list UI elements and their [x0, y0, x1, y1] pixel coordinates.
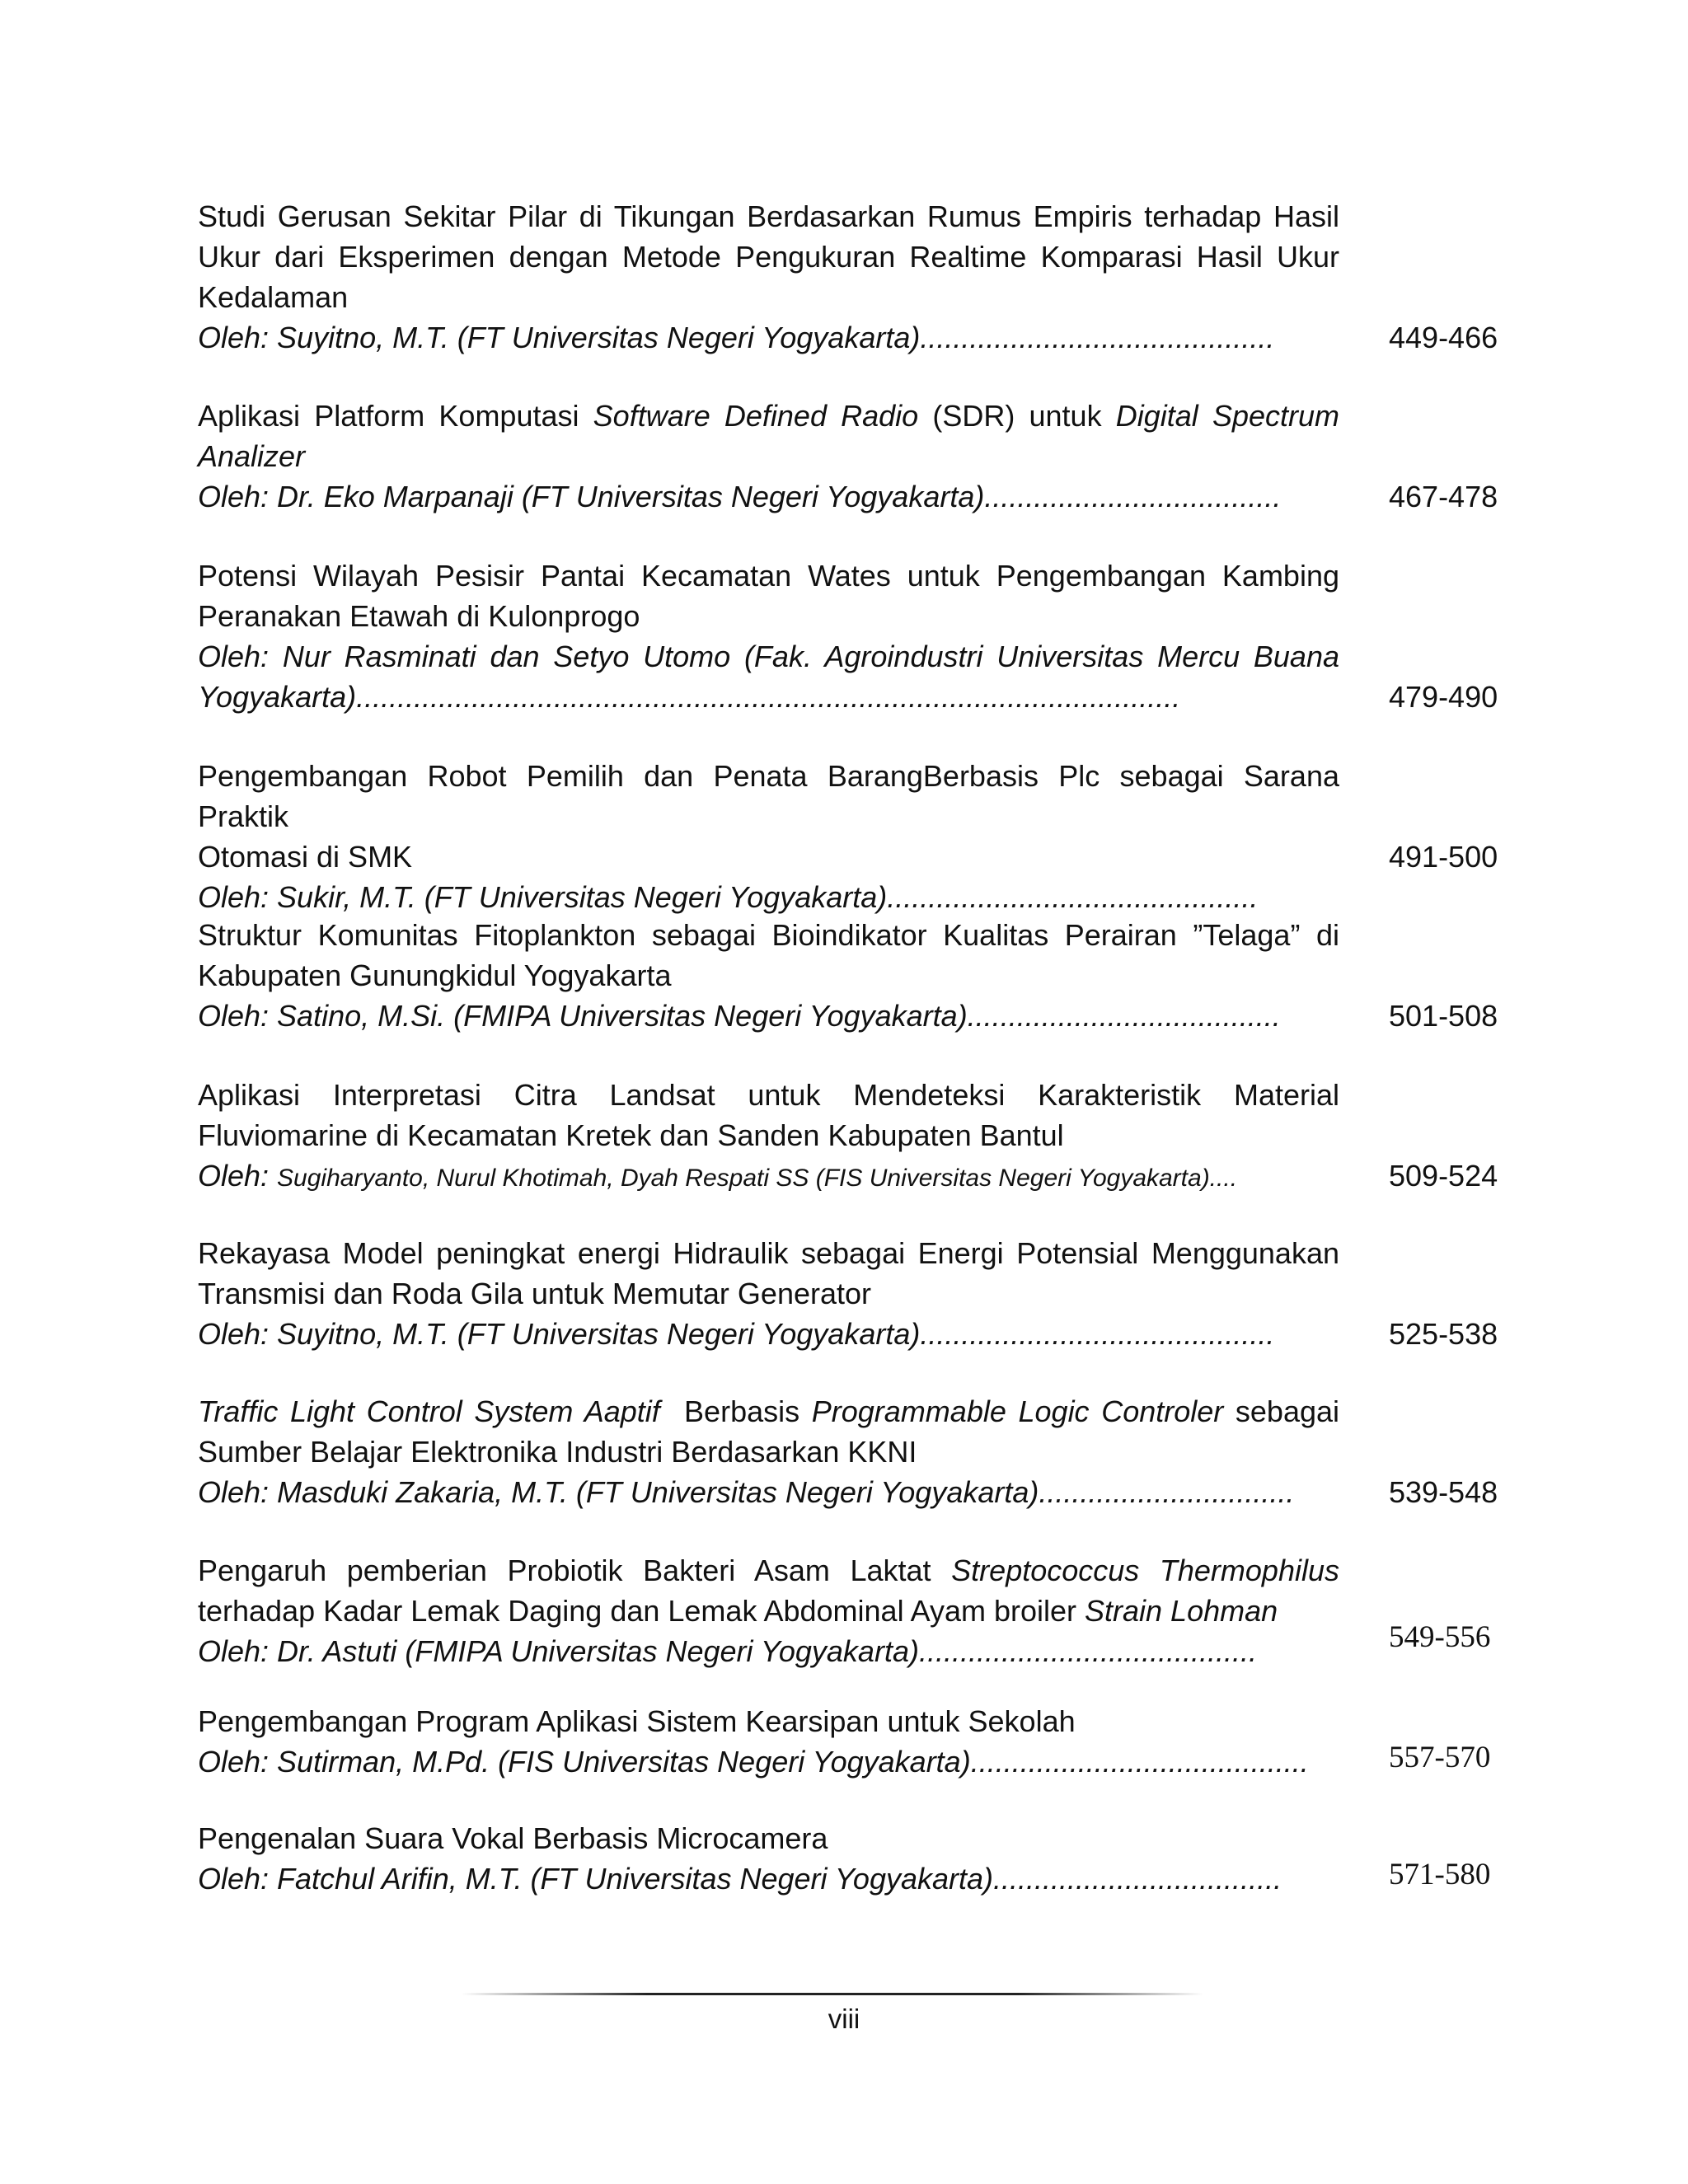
- entry-title: [198, 1701, 1339, 1741]
- title-line: Transmisi dan Roda Gila untuk Memutar Generator: [198, 1277, 872, 1310]
- entry-author: Oleh: Sukir, M.T. (FT Universitas Negeri Yogyakarta).............................................: [198, 880, 1259, 914]
- toc-entry: [198, 196, 1339, 358]
- entry-title: [198, 915, 1339, 996]
- title-line: Sumber Belajar Elektronika Industri Berdasarkan KKNI: [198, 1435, 917, 1469]
- title-line: Fluviomarine di Kecamatan Kretek dan Sanden Kabupaten Bantul: [198, 1118, 1064, 1152]
- title-segment: (SDR) untuk: [918, 399, 1116, 433]
- author-line: Oleh: Nur Rasminati dan Setyo Utomo (Fak. Agroindustri Universitas Mercu Buana: [198, 640, 1339, 673]
- toc-entry: [198, 1075, 1339, 1198]
- entry-page-range: 549-556: [1389, 1620, 1491, 1654]
- title-line: Pengenalan Suara Vokal Berbasis Microcamera: [198, 1821, 828, 1855]
- entry-title: [198, 756, 1339, 877]
- title-line: [198, 1550, 1339, 1591]
- page-number: viii: [828, 2004, 860, 2034]
- title-line: [198, 1391, 1339, 1432]
- title-line: Peranakan Etawah di Kulonprogo: [198, 599, 640, 633]
- title-line: Potensi Wilayah Pesisir Pantai Kecamatan Wates untuk Pengembangan Kambing: [198, 559, 1339, 593]
- toc-entry: [198, 915, 1339, 1036]
- title-segment-italic: Digital Spectrum: [1115, 399, 1340, 433]
- title-line: Kabupaten Gunungkidul Yogyakarta: [198, 958, 672, 992]
- entry-title: [198, 555, 1339, 636]
- entry-page-range: 491-500: [1389, 840, 1498, 874]
- footer-divider: [462, 1993, 1203, 1995]
- title-line: Pengembangan Program Aplikasi Sistem Kearsipan untuk Sekolah: [198, 1704, 1076, 1738]
- author-names: Sugiharyanto, Nurul Khotimah, Dyah Respati SS (FIS Universitas Negeri Yogyakarta)....: [277, 1165, 1238, 1192]
- title-line: Rekayasa Model peningkat energi Hidraulik sebagai Energi Potensial Menggunakan: [198, 1236, 1339, 1270]
- title-line: Studi Gerusan Sekitar Pilar di Tikungan Berdasarkan Rumus Empiris terhadap Hasil: [198, 199, 1339, 233]
- entry-title: [198, 196, 1339, 317]
- entry-title: [198, 1233, 1339, 1314]
- entry-author: Oleh: Suyitno, M.T. (FT Universitas Negeri Yogyakarta)...........................................: [198, 1317, 1275, 1351]
- entry-page-range: 557-570: [1389, 1741, 1491, 1774]
- toc-entry: [198, 1701, 1339, 1782]
- entry-author: Oleh: Satino, M.Si. (FMIPA Universitas Negeri Yogyakarta)......................................: [198, 999, 1281, 1033]
- toc-entry: [198, 1233, 1339, 1354]
- title-segment: sebagai: [1223, 1394, 1340, 1428]
- entry-page-range: 467-478: [1389, 480, 1498, 513]
- entry-author: Oleh: Dr. Eko Marpanaji (FT Universitas Negeri Yogyakarta)....................................: [198, 480, 1282, 513]
- toc-entry: [198, 756, 1339, 917]
- entry-author: Oleh: Masduki Zakaria, M.T. (FT Universitas Negeri Yogyakarta)...............................: [198, 1475, 1295, 1509]
- title-line: Pengembangan Robot Pemilih dan Penata BarangBerbasis Plc sebagai Sarana Praktik: [198, 759, 1339, 833]
- entry-author: Oleh: Sutirman, M.Pd. (FIS Universitas Negeri Yogyakarta).........................................: [198, 1745, 1309, 1779]
- title-segment: Aplikasi Platform Komputasi: [198, 399, 593, 433]
- title-segment: Berbasis: [659, 1394, 812, 1428]
- title-line: Otomasi di SMK: [198, 840, 413, 874]
- entry-title: [198, 396, 1339, 476]
- title-segment-italic: Traffic Light Control System Aaptif: [198, 1394, 660, 1428]
- toc-entry: [198, 1550, 1339, 1671]
- title-line: Kedalaman: [198, 280, 349, 314]
- entry-title: [198, 1550, 1339, 1631]
- entry-page-range: 509-524: [1389, 1159, 1498, 1193]
- title-line: Struktur Komunitas Fitoplankton sebagai Bioindikator Kualitas Perairan ”Telaga” di: [198, 918, 1339, 952]
- title-segment-italic: Programmable Logic Controler: [811, 1394, 1224, 1428]
- entry-title: [198, 1391, 1339, 1472]
- entry-author: Oleh: Suyitno, M.T. (FT Universitas Negeri Yogyakarta)...........................................: [198, 321, 1275, 354]
- title-segment-italic: Streptococcus Thermophilus: [951, 1554, 1339, 1587]
- entry-page-range: 571-580: [1389, 1858, 1491, 1891]
- entry-page-range: 525-538: [1389, 1317, 1498, 1351]
- entry-page-range: 501-508: [1389, 999, 1498, 1033]
- author-line: Yogyakarta)....................................................................................................: [198, 680, 1181, 714]
- toc-entry: [198, 396, 1339, 517]
- entry-author: [198, 636, 1339, 717]
- entry-page-range: 479-490: [1389, 680, 1498, 714]
- title-segment: terhadap Kadar Lemak Daging dan Lemak Abdominal Ayam broiler: [198, 1594, 1085, 1628]
- entry-page-range: 539-548: [1389, 1475, 1498, 1509]
- entry-author: [198, 1155, 1339, 1198]
- title-segment: Pengaruh pemberian Probiotik Bakteri Asam Laktat: [198, 1554, 952, 1587]
- entry-page-range: 449-466: [1389, 321, 1498, 354]
- title-segment-italic: Strain Lohman: [1085, 1594, 1278, 1628]
- toc-entry: [198, 1818, 1339, 1899]
- title-line: [198, 396, 1339, 436]
- toc-entry: [198, 1391, 1339, 1512]
- entry-title: [198, 1818, 1339, 1858]
- entry-author: Oleh: Fatchul Arifin, M.T. (FT Universitas Negeri Yogyakarta)...................................: [198, 1862, 1282, 1896]
- entry-title: [198, 1075, 1339, 1155]
- entry-author: Oleh: Dr. Astuti (FMIPA Universitas Negeri Yogyakarta).........................................: [198, 1634, 1258, 1668]
- title-segment-italic: Software Defined Radio: [593, 399, 919, 433]
- toc-entry: [198, 555, 1339, 717]
- title-line: Analizer: [198, 439, 306, 473]
- title-line: Ukur dari Eksperimen dengan Metode Pengukuran Realtime Komparasi Hasil Ukur: [198, 240, 1339, 274]
- title-line: Aplikasi Interpretasi Citra Landsat untuk Mendeteksi Karakteristik Material: [198, 1078, 1339, 1112]
- title-line: [198, 1591, 1339, 1631]
- author-prefix: Oleh:: [198, 1159, 278, 1193]
